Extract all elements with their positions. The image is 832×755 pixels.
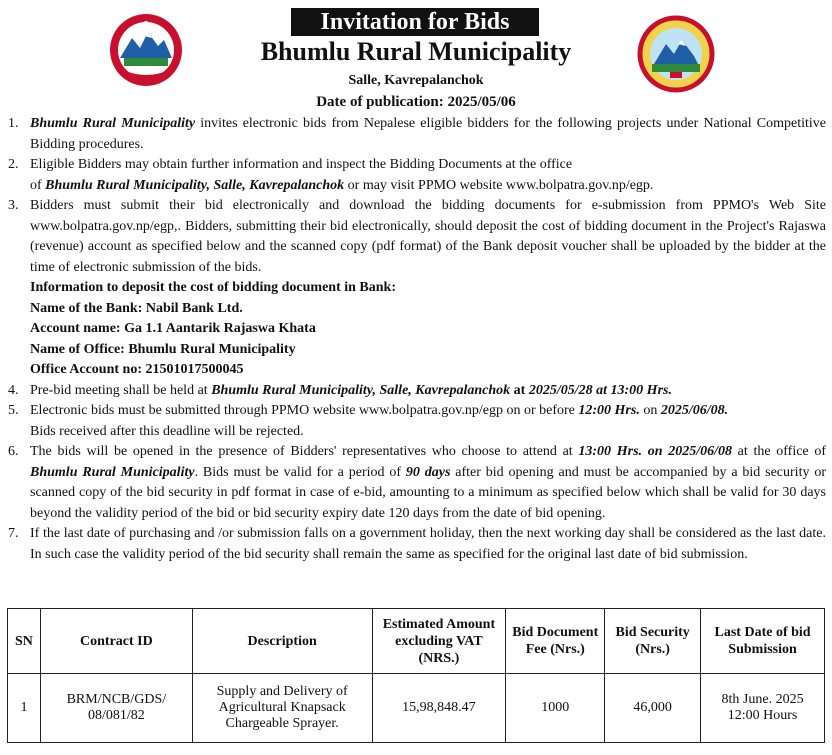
item-text: or may visit PPMO website www.bolpatra.gov.np/egp.	[344, 177, 654, 193]
list-item	[8, 114, 826, 155]
column-header: SN	[8, 609, 41, 674]
cell-contract-id: BRM/NCB/GDS/ 08/081/82	[40, 674, 192, 743]
last-date: 8th June. 2025	[721, 692, 804, 707]
deadline-date: 2025/06/08.	[660, 403, 729, 418]
item-text: Eligible Bidders may obtain further information and inspect the Bidding Documents at the office	[30, 157, 573, 172]
list-item	[8, 381, 826, 402]
office-address: Bhumlu Rural Municipality, Salle, Kavrepalanchok	[45, 177, 345, 193]
cell-document-fee: 1000	[506, 674, 605, 743]
cell-last-date	[701, 674, 825, 743]
cell-sn: 1	[8, 674, 41, 743]
opening-datetime: 13:00 Hrs. on 2025/06/08	[578, 444, 732, 459]
item-number: 2.	[8, 157, 19, 172]
item-text: Pre-bid meeting shall be held at	[30, 382, 212, 398]
meeting-datetime: 2025/05/28 at 13:00 Hrs.	[528, 382, 672, 398]
bank-name: Name of the Bank: Nabil Bank Ltd.	[30, 300, 243, 316]
account-name: Account name: Ga 1.1 Aantarik Rajaswa Khata	[30, 321, 316, 336]
office-account-number: Office Account no: 21501017500045	[30, 362, 244, 377]
item-number: 1.	[8, 116, 19, 131]
list-item	[8, 401, 826, 442]
meeting-venue: Bhumlu Rural Municipality, Salle, Kavrepalanchok	[211, 382, 511, 398]
item-text: . Bids must be valid for a period of	[194, 464, 406, 480]
item-text: invites electronic bids from Nepalese eligible bidders for the following projects under National Competitive Bidding procedures.	[30, 116, 826, 152]
municipality-title: Bhumlu Rural Municipality	[260, 37, 572, 66]
item-text: Electronic bids must be submitted through PPMO website www.bolpatra.gov.np/egp on or before	[30, 403, 579, 418]
column-header: Estimated Amount excluding VAT (NRS.)	[372, 609, 506, 674]
cell-description: Supply and Delivery of Agricultural Knapsack Chargeable Sprayer.	[192, 674, 372, 743]
column-header: Description	[192, 609, 372, 674]
office-name: Name of Office: Bhumlu Rural Municipality	[30, 341, 296, 357]
item-text: of	[30, 177, 46, 193]
banner-title: Invitation for Bids	[291, 8, 539, 36]
contract-table	[7, 608, 825, 743]
table-header-row	[8, 609, 825, 674]
item-text: after bid opening and must be accompanied by a bid security or scanned copy of the bid security in pdf format in case of e-bid, amounting to a minimum as specified below which shall be valid for 30 days beyond the validity period of the bid or bid security expiry date 120 days from the date of bid opening.	[30, 464, 826, 521]
item-text: Bids received after this deadline will be rejected.	[30, 423, 304, 439]
item-text: at	[510, 382, 529, 398]
cell-estimated-amount: 15,98,848.47	[372, 674, 506, 743]
list-item	[8, 442, 826, 524]
item-text: Bidders must submit their bid electronically and download the bidding documents for e-submission from PPMO's Web Site www.bolpatra.gov.np/egp,. Bidders, submitting their bid electronically, should deposit the cost of bidding document in the Project's Rajaswa (revenue) account as specified below and the scanned copy (pdf format) of the Bank deposit voucher shall be uploaded by the bidder at the time of electronic submission of the bids.	[30, 198, 826, 275]
last-time: 12:00 Hours	[727, 708, 798, 723]
item-number: 6.	[8, 444, 19, 459]
item-number: 3.	[8, 198, 19, 213]
cell-bid-security: 46,000	[605, 674, 701, 743]
list-item	[8, 524, 826, 565]
publication-date: Date of publication: 2025/05/06	[316, 94, 516, 110]
item-number: 7.	[8, 526, 19, 541]
location-subtitle: Salle, Kavrepalanchok	[348, 73, 484, 88]
validity-period: 90 days	[405, 464, 451, 480]
item-text: If the last date of purchasing and /or submission falls on a government holiday, then the next working day shall be considered as the last date. In such case the validity period of the bid security shall remain the same as specified for the original last date of bid submission.	[30, 526, 826, 562]
bank-info-heading: Information to deposit the cost of bidding document in Bank:	[30, 280, 396, 295]
column-header: Last Date of bid Submission	[701, 609, 825, 674]
table-row	[8, 674, 825, 743]
list-item	[8, 155, 826, 196]
bank-info	[8, 278, 826, 381]
column-header: Bid Document Fee (Nrs.)	[506, 609, 605, 674]
item-text: at the office of	[731, 444, 826, 459]
deadline-time: 12:00 Hrs.	[578, 403, 640, 418]
column-header: Bid Security (Nrs.)	[605, 609, 701, 674]
item-text: on	[639, 403, 661, 418]
list-item	[8, 196, 826, 278]
municipality-name: Bhumlu Rural Municipality	[30, 116, 196, 131]
municipality-name: Bhumlu Rural Municipality	[30, 464, 195, 480]
item-number: 5.	[8, 403, 19, 418]
item-text: The bids will be opened in the presence of Bidders' representatives who choose to attend at	[30, 444, 579, 459]
column-header: Contract ID	[40, 609, 192, 674]
notice-body	[8, 114, 826, 565]
item-number: 4.	[8, 382, 19, 398]
